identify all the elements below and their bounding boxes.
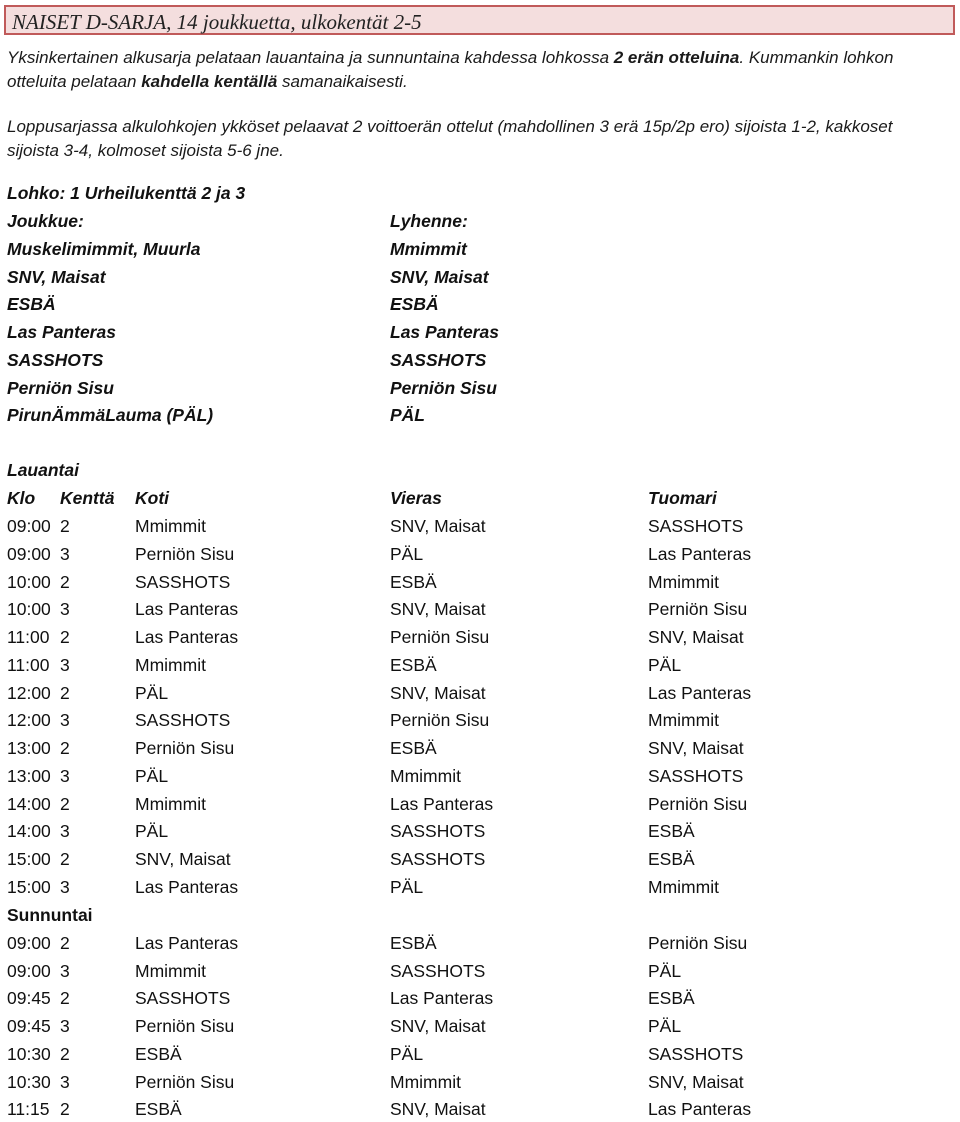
match-field: 2 xyxy=(60,627,70,647)
match-field: 3 xyxy=(60,1071,70,1092)
match-home: SASSHOTS xyxy=(135,710,231,731)
match-time: 15:00 xyxy=(7,849,51,869)
match-away: Perniön Sisu xyxy=(390,627,490,647)
col-header-time: Klo xyxy=(7,488,36,508)
match-home: Mmimmit xyxy=(135,654,206,675)
match-away: SNV, Maisat xyxy=(390,599,486,620)
match-home: Perniön Sisu xyxy=(135,1071,235,1092)
match-home: Perniön Sisu xyxy=(135,543,235,564)
match-time: 09:00 xyxy=(7,516,51,536)
match-time: 13:00 xyxy=(7,738,51,758)
match-field: 3 xyxy=(60,960,70,981)
match-referee: Las Panteras xyxy=(648,682,752,703)
match-field: 3 xyxy=(60,1016,70,1037)
match-time: 10:30 xyxy=(7,1043,51,1064)
intro-line-3: Loppusarjassa alkulohkojen ykköset pelaavat 2 voittoerän ottelut (mahdollinen 3 erä 15p/2p ero) sijoista 1-2, kakkoset xyxy=(7,117,893,136)
match-referee: ESBÄ xyxy=(648,849,695,869)
col-header-home: Koti xyxy=(135,488,170,508)
match-home: SASSHOTS xyxy=(135,988,231,1009)
match-away: Perniön Sisu xyxy=(390,710,490,731)
match-away: ESBÄ xyxy=(390,933,437,953)
match-away: SASSHOTS xyxy=(390,821,486,842)
match-time: 09:45 xyxy=(7,988,51,1009)
match-field: 2 xyxy=(60,682,70,703)
match-time: 12:00 xyxy=(7,710,51,731)
match-referee: Mmimmit xyxy=(648,571,719,592)
team-abbr: ESBÄ xyxy=(390,294,439,315)
match-referee: SASSHOTS xyxy=(648,1043,744,1064)
team-abbr: Las Panteras xyxy=(390,322,499,343)
match-home: Perniön Sisu xyxy=(135,738,235,758)
match-field: 3 xyxy=(60,821,70,842)
intro-line-4: sijoista 3-4, kolmoset sijoista 5-6 jne. xyxy=(7,141,284,160)
match-field: 3 xyxy=(60,543,70,564)
match-away: ESBÄ xyxy=(390,738,437,758)
intro-text: samanaikaisesti. xyxy=(277,72,408,91)
team-header: Joukkue: xyxy=(7,211,84,231)
match-field: 3 xyxy=(60,876,70,897)
match-home: Las Panteras xyxy=(135,627,239,647)
match-field: 2 xyxy=(60,793,70,814)
match-home: PÄL xyxy=(135,821,169,842)
match-field: 3 xyxy=(60,599,70,620)
match-time: 11:00 xyxy=(7,654,50,675)
match-field: 2 xyxy=(60,849,70,869)
page-title: NAISET D-SARJA, 14 joukkuetta, ulkokentät 2-5 xyxy=(12,10,422,34)
team-abbr: SASSHOTS xyxy=(390,349,487,370)
match-away: SNV, Maisat xyxy=(390,516,486,536)
match-referee: Las Panteras xyxy=(648,543,752,564)
match-time: 09:45 xyxy=(7,1016,51,1037)
match-home: SASSHOTS xyxy=(135,571,231,592)
match-referee: Mmimmit xyxy=(648,710,719,731)
match-time: 12:00 xyxy=(7,682,51,703)
match-time: 10:00 xyxy=(7,599,51,620)
match-field: 2 xyxy=(60,933,70,953)
match-away: Mmimmit xyxy=(390,765,461,786)
match-away: SNV, Maisat xyxy=(390,1099,486,1120)
match-home: SNV, Maisat xyxy=(135,849,231,869)
match-away: SASSHOTS xyxy=(390,849,486,869)
intro-bold: kahdella kentällä xyxy=(141,72,278,91)
col-header-away: Vieras xyxy=(390,488,442,508)
intro-line-1 xyxy=(7,46,893,70)
match-home: PÄL xyxy=(135,765,169,786)
match-home: ESBÄ xyxy=(135,1099,182,1120)
match-referee: PÄL xyxy=(648,654,682,675)
match-time: 11:15 xyxy=(7,1099,50,1120)
match-away: Las Panteras xyxy=(390,988,494,1009)
match-field: 3 xyxy=(60,654,70,675)
match-field: 2 xyxy=(60,738,70,758)
match-time: 09:00 xyxy=(7,933,51,953)
match-away: PÄL xyxy=(390,543,424,564)
team-abbr: SNV, Maisat xyxy=(390,266,489,287)
match-home: Las Panteras xyxy=(135,876,239,897)
match-home: ESBÄ xyxy=(135,1043,182,1064)
match-away: PÄL xyxy=(390,876,424,897)
team-name: SNV, Maisat xyxy=(7,266,106,287)
day-heading-sunday: Sunnuntai xyxy=(7,905,93,925)
col-header-field: Kenttä xyxy=(60,488,115,508)
intro-text: . Kummankin lohkon xyxy=(739,48,894,67)
match-time: 09:00 xyxy=(7,543,51,564)
team-abbr: PÄL xyxy=(390,405,425,426)
match-home: Las Panteras xyxy=(135,933,239,953)
title-banner xyxy=(4,5,955,35)
match-time: 13:00 xyxy=(7,765,51,786)
match-referee: SNV, Maisat xyxy=(648,627,744,647)
match-time: 10:00 xyxy=(7,571,51,592)
match-away: PÄL xyxy=(390,1043,424,1064)
match-referee: SASSHOTS xyxy=(648,516,744,536)
intro-text: Yksinkertainen alkusarja pelataan lauantaina ja sunnuntaina kahdessa lohkossa xyxy=(7,48,614,67)
match-referee: ESBÄ xyxy=(648,988,695,1009)
match-time: 10:30 xyxy=(7,1071,51,1092)
match-field: 2 xyxy=(60,516,70,536)
match-away: Las Panteras xyxy=(390,793,494,814)
match-field: 2 xyxy=(60,1099,70,1120)
match-referee: SASSHOTS xyxy=(648,765,744,786)
team-abbr: Mmimmit xyxy=(390,239,467,259)
match-referee: PÄL xyxy=(648,960,682,981)
match-time: 14:00 xyxy=(7,821,51,842)
team-name: PirunÄmmäLauma (PÄL) xyxy=(7,405,214,426)
match-referee: Las Panteras xyxy=(648,1099,752,1120)
team-name: Las Panteras xyxy=(7,322,116,343)
match-referee: ESBÄ xyxy=(648,821,695,842)
match-referee: Perniön Sisu xyxy=(648,793,748,814)
match-referee: PÄL xyxy=(648,1016,682,1037)
match-field: 2 xyxy=(60,571,70,592)
match-time: 15:00 xyxy=(7,876,51,897)
match-time: 14:00 xyxy=(7,793,51,814)
match-field: 2 xyxy=(60,988,70,1009)
match-away: ESBÄ xyxy=(390,654,437,675)
match-away: SASSHOTS xyxy=(390,960,486,981)
match-away: Mmimmit xyxy=(390,1071,461,1092)
match-away: SNV, Maisat xyxy=(390,682,486,703)
match-referee: SNV, Maisat xyxy=(648,738,744,758)
day-heading-saturday: Lauantai xyxy=(7,460,79,480)
intro-bold: 2 erän otteluina xyxy=(613,48,740,67)
match-home: Las Panteras xyxy=(135,599,239,620)
abbr-header: Lyhenne: xyxy=(390,211,468,231)
match-home: Mmimmit xyxy=(135,516,206,536)
match-field: 3 xyxy=(60,710,70,731)
intro-text: otteluita pelataan xyxy=(7,72,142,91)
match-field: 3 xyxy=(60,765,70,786)
match-referee: Perniön Sisu xyxy=(648,599,748,620)
match-home: Perniön Sisu xyxy=(135,1016,235,1037)
match-home: PÄL xyxy=(135,682,169,703)
match-away: ESBÄ xyxy=(390,571,437,592)
match-referee: SNV, Maisat xyxy=(648,1071,744,1092)
match-referee: Perniön Sisu xyxy=(648,933,748,953)
team-name: Muskelimimmit, Muurla xyxy=(7,239,201,259)
match-home: Mmimmit xyxy=(135,793,206,814)
intro-line-2 xyxy=(7,70,408,94)
col-header-referee: Tuomari xyxy=(648,488,717,508)
match-away: SNV, Maisat xyxy=(390,1016,486,1037)
match-home: Mmimmit xyxy=(135,960,206,981)
block-heading: Lohko: 1 Urheilukenttä 2 ja 3 xyxy=(7,183,246,203)
team-name: Perniön Sisu xyxy=(7,377,114,398)
team-name: ESBÄ xyxy=(7,294,56,315)
match-field: 2 xyxy=(60,1043,70,1064)
team-name: SASSHOTS xyxy=(7,349,104,370)
match-time: 09:00 xyxy=(7,960,51,981)
match-time: 11:00 xyxy=(7,627,50,647)
match-referee: Mmimmit xyxy=(648,876,719,897)
team-abbr: Perniön Sisu xyxy=(390,377,497,398)
